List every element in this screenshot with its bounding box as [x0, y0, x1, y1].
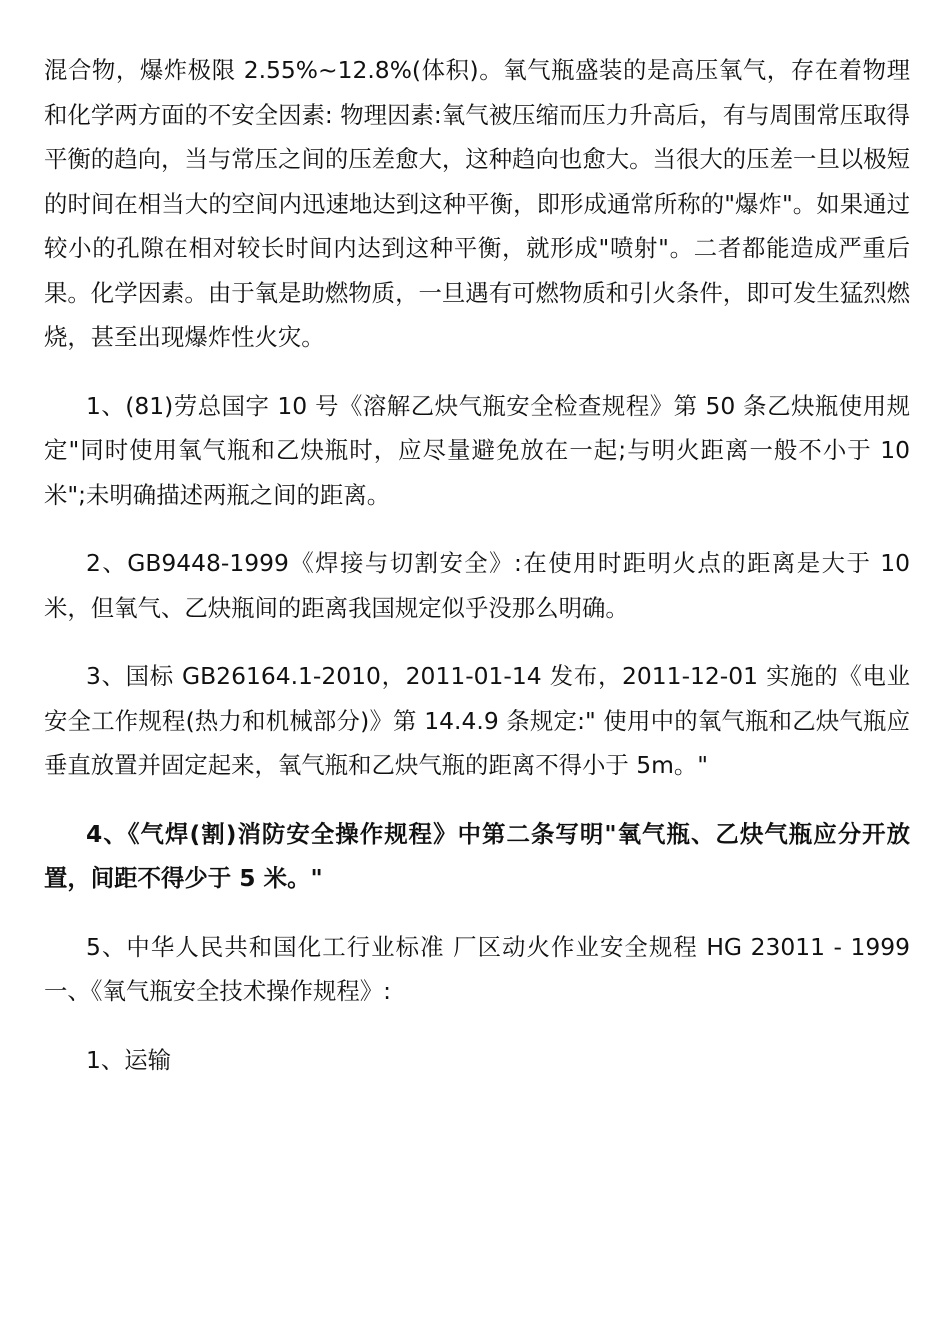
paragraph-rule-3: 3、国标 GB26164.1-2010，2011-01-14 发布，2011-12-01 实施的《电业安全工作规程(热力和机械部分)》第 14.4.9 条规定:" 使用中的氧气瓶和乙炔气瓶应垂直放置并固定起来，氧气瓶和乙炔气瓶的距离不得小于 5m。" [44, 662, 910, 779]
paragraph-rule-2: 2、GB9448-1999《焊接与切割安全》:在使用时距明火点的距离是大于 10 米，但氧气、乙炔瓶间的距离我国规定似乎没那么明确。 [44, 549, 910, 622]
paragraph-rule-1: 1、(81)劳总国字 10 号《溶解乙炔气瓶安全检查规程》第 50 条乙炔瓶使用规定"同时使用氧气瓶和乙炔瓶时，应尽量避免放在一起;与明火距离一般不小于 10 米";未明确描述两瓶之间的距离。 [44, 391, 910, 509]
section-heading-transport: 1、运输 [86, 1045, 172, 1074]
paragraph-rule-5: 5、中华人民共和国化工行业标准 厂区动火作业安全规程 HG 23011 - 1999 一、《氧气瓶安全技术操作规程》: [44, 932, 910, 1005]
paragraph-oxygen-hazards: 混合物，爆炸极限 2.55%~12.8%(体积)。氧气瓶盛装的是高压氧气，存在着物理和化学两方面的不安全因素: 物理因素:氧气被压缩而压力升高后，有与周围常压取得平衡的趋向，当与常压之间的压差愈大，这种趋向也愈大。当很大的压差一旦以极短的时间在相当大的空间内迅速地达到这种平衡，即形成通常所称的"爆炸"。如果通过较小的孔隙在相对较长时间内达到这种平衡，就形成"喷射"。二者都能造成严重后果。化学因素。由于氧是助燃物质，一旦遇有可燃物质和引火条件，即可发生猛烈燃烧，甚至出现爆炸性火灾。 [44, 56, 910, 351]
paragraph-rule-4: 4、《气焊(割)消防安全操作规程》中第二条写明"氧气瓶、乙炔气瓶应分开放置，间距不得少于 5 米。" [44, 819, 910, 892]
document-body [44, 48, 910, 1082]
